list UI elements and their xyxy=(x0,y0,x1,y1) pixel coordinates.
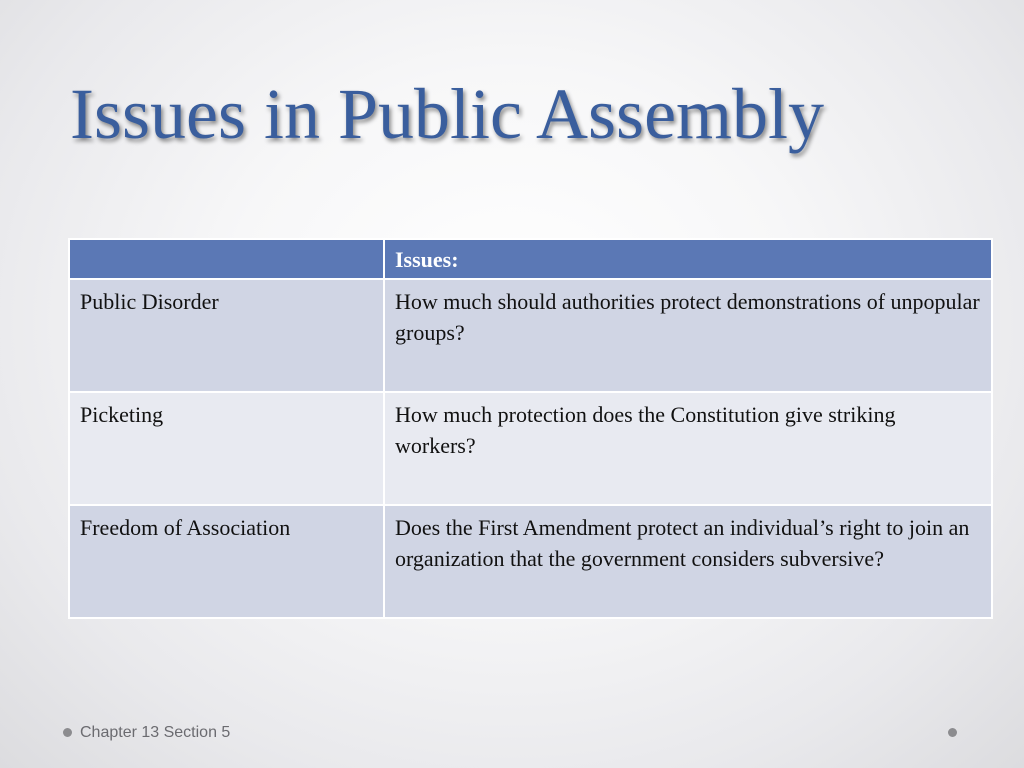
table-row xyxy=(69,392,992,505)
issue-cell: How much should authorities protect demonstrations of unpopular groups? xyxy=(384,279,992,392)
footer-bullet-icon xyxy=(63,728,72,737)
slide-title: Issues in Public Assembly xyxy=(70,74,825,154)
header-cell-topic xyxy=(69,239,384,279)
table-header-row xyxy=(69,239,992,279)
topic-cell: Picketing xyxy=(69,392,384,505)
topic-cell: Freedom of Association xyxy=(69,505,384,618)
table-row xyxy=(69,505,992,618)
table-row xyxy=(69,279,992,392)
topic-cell: Public Disorder xyxy=(69,279,384,392)
issue-cell: How much protection does the Constitution give striking workers? xyxy=(384,392,992,505)
issues-table xyxy=(68,238,993,619)
header-cell-issues: Issues: xyxy=(384,239,992,279)
footer-bullet-icon xyxy=(948,728,957,737)
issue-cell: Does the First Amendment protect an individual’s right to join an organization that the government considers subversive? xyxy=(384,505,992,618)
footer-chapter-label: Chapter 13 Section 5 xyxy=(80,724,231,741)
